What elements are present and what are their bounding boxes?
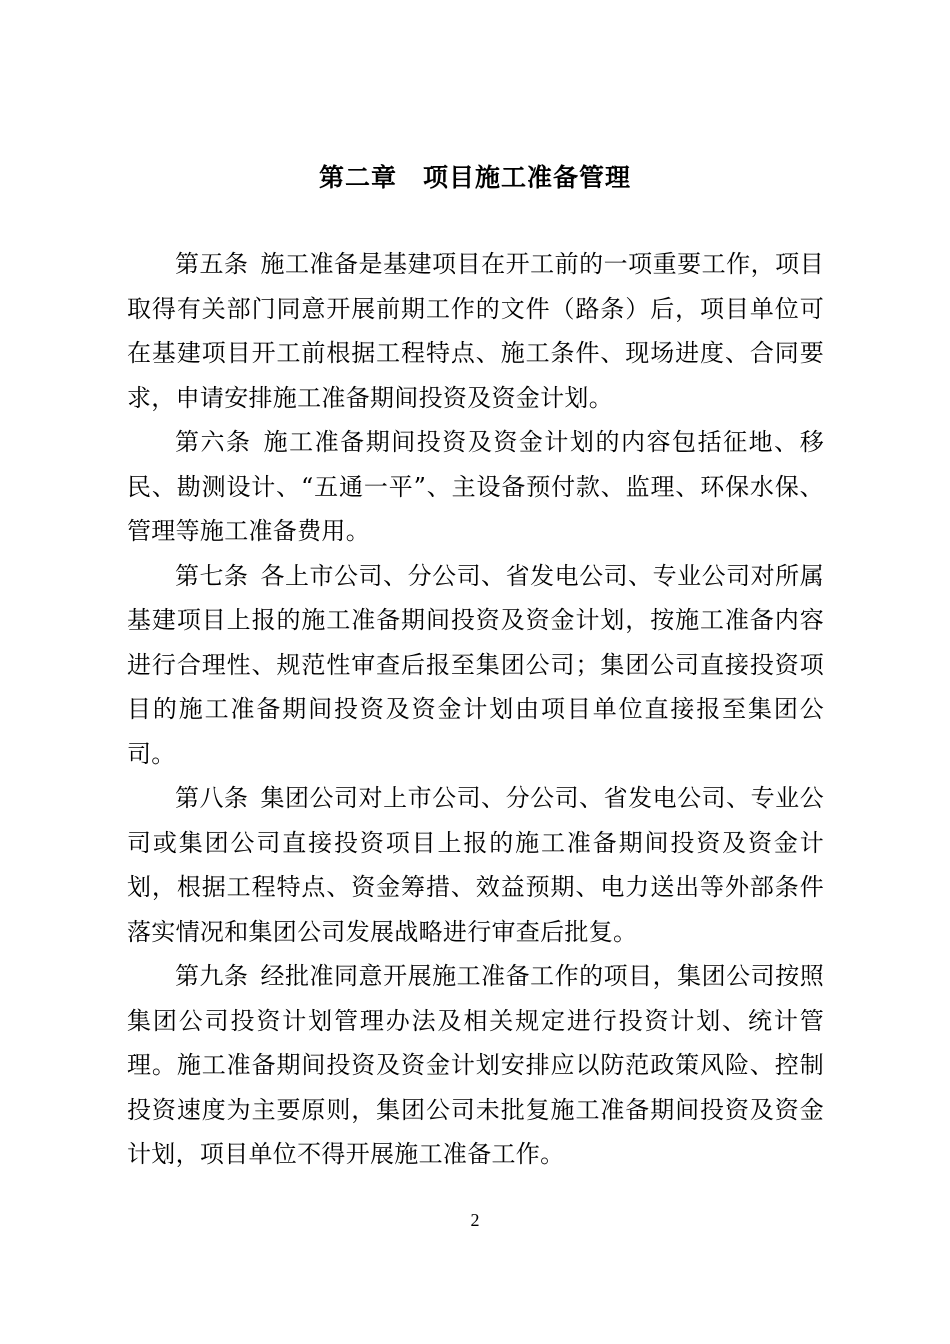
article-5	[127, 242, 824, 420]
article-text: 集团公司对上市公司、分公司、省发电公司、专业公司或集团公司直接投资项目上报的施工准备期间投资及资金计划，根据工程特点、资金筹措、效益预期、电力送出等外部条件落实情况和集团公司发展战略进行审查后批复。	[127, 784, 824, 946]
article-number: 第八条	[175, 784, 249, 812]
body-text	[127, 242, 824, 1177]
article-number: 第六条	[175, 428, 252, 456]
article-text: 经批准同意开展施工准备工作的项目，集团公司按照集团公司投资计划管理办法及相关规定进行投资计划、统计管理。施工准备期间投资及资金计划安排应以防范政策风险、控制投资速度为主要原则，集团公司未批复施工准备期间投资及资金计划，项目单位不得开展施工准备工作。	[127, 962, 824, 1168]
article-number: 第五条	[175, 250, 249, 278]
chapter-title: 第二章 项目施工准备管理	[318, 163, 631, 192]
article-7	[127, 554, 824, 777]
article-number: 第七条	[175, 561, 249, 590]
article-number: 第九条	[175, 962, 249, 990]
article-9	[127, 954, 824, 1177]
article-8	[127, 776, 824, 954]
page-number: 2	[470, 1210, 480, 1230]
article-6	[127, 420, 824, 554]
article-text: 施工准备是基建项目在开工前的一项重要工作，项目取得有关部门同意开展前期工作的文件（路条）后，项目单位可在基建项目开工前根据工程特点、施工条件、现场进度、合同要求，申请安排施工准备期间投资及资金计划。	[127, 250, 824, 412]
article-text: 各上市公司、分公司、省发电公司、专业公司对所属基建项目上报的施工准备期间投资及资金计划，按施工准备内容进行合理性、规范性审查后报至集团公司；集团公司直接投资项目的施工准备期间投资及资金计划由项目单位直接报至集团公司。	[127, 561, 824, 768]
article-text: 施工准备期间投资及资金计划的内容包括征地、移民、勘测设计、“五通一平”、主设备预付款、监理、环保水保、管理等施工准备费用。	[127, 428, 824, 545]
